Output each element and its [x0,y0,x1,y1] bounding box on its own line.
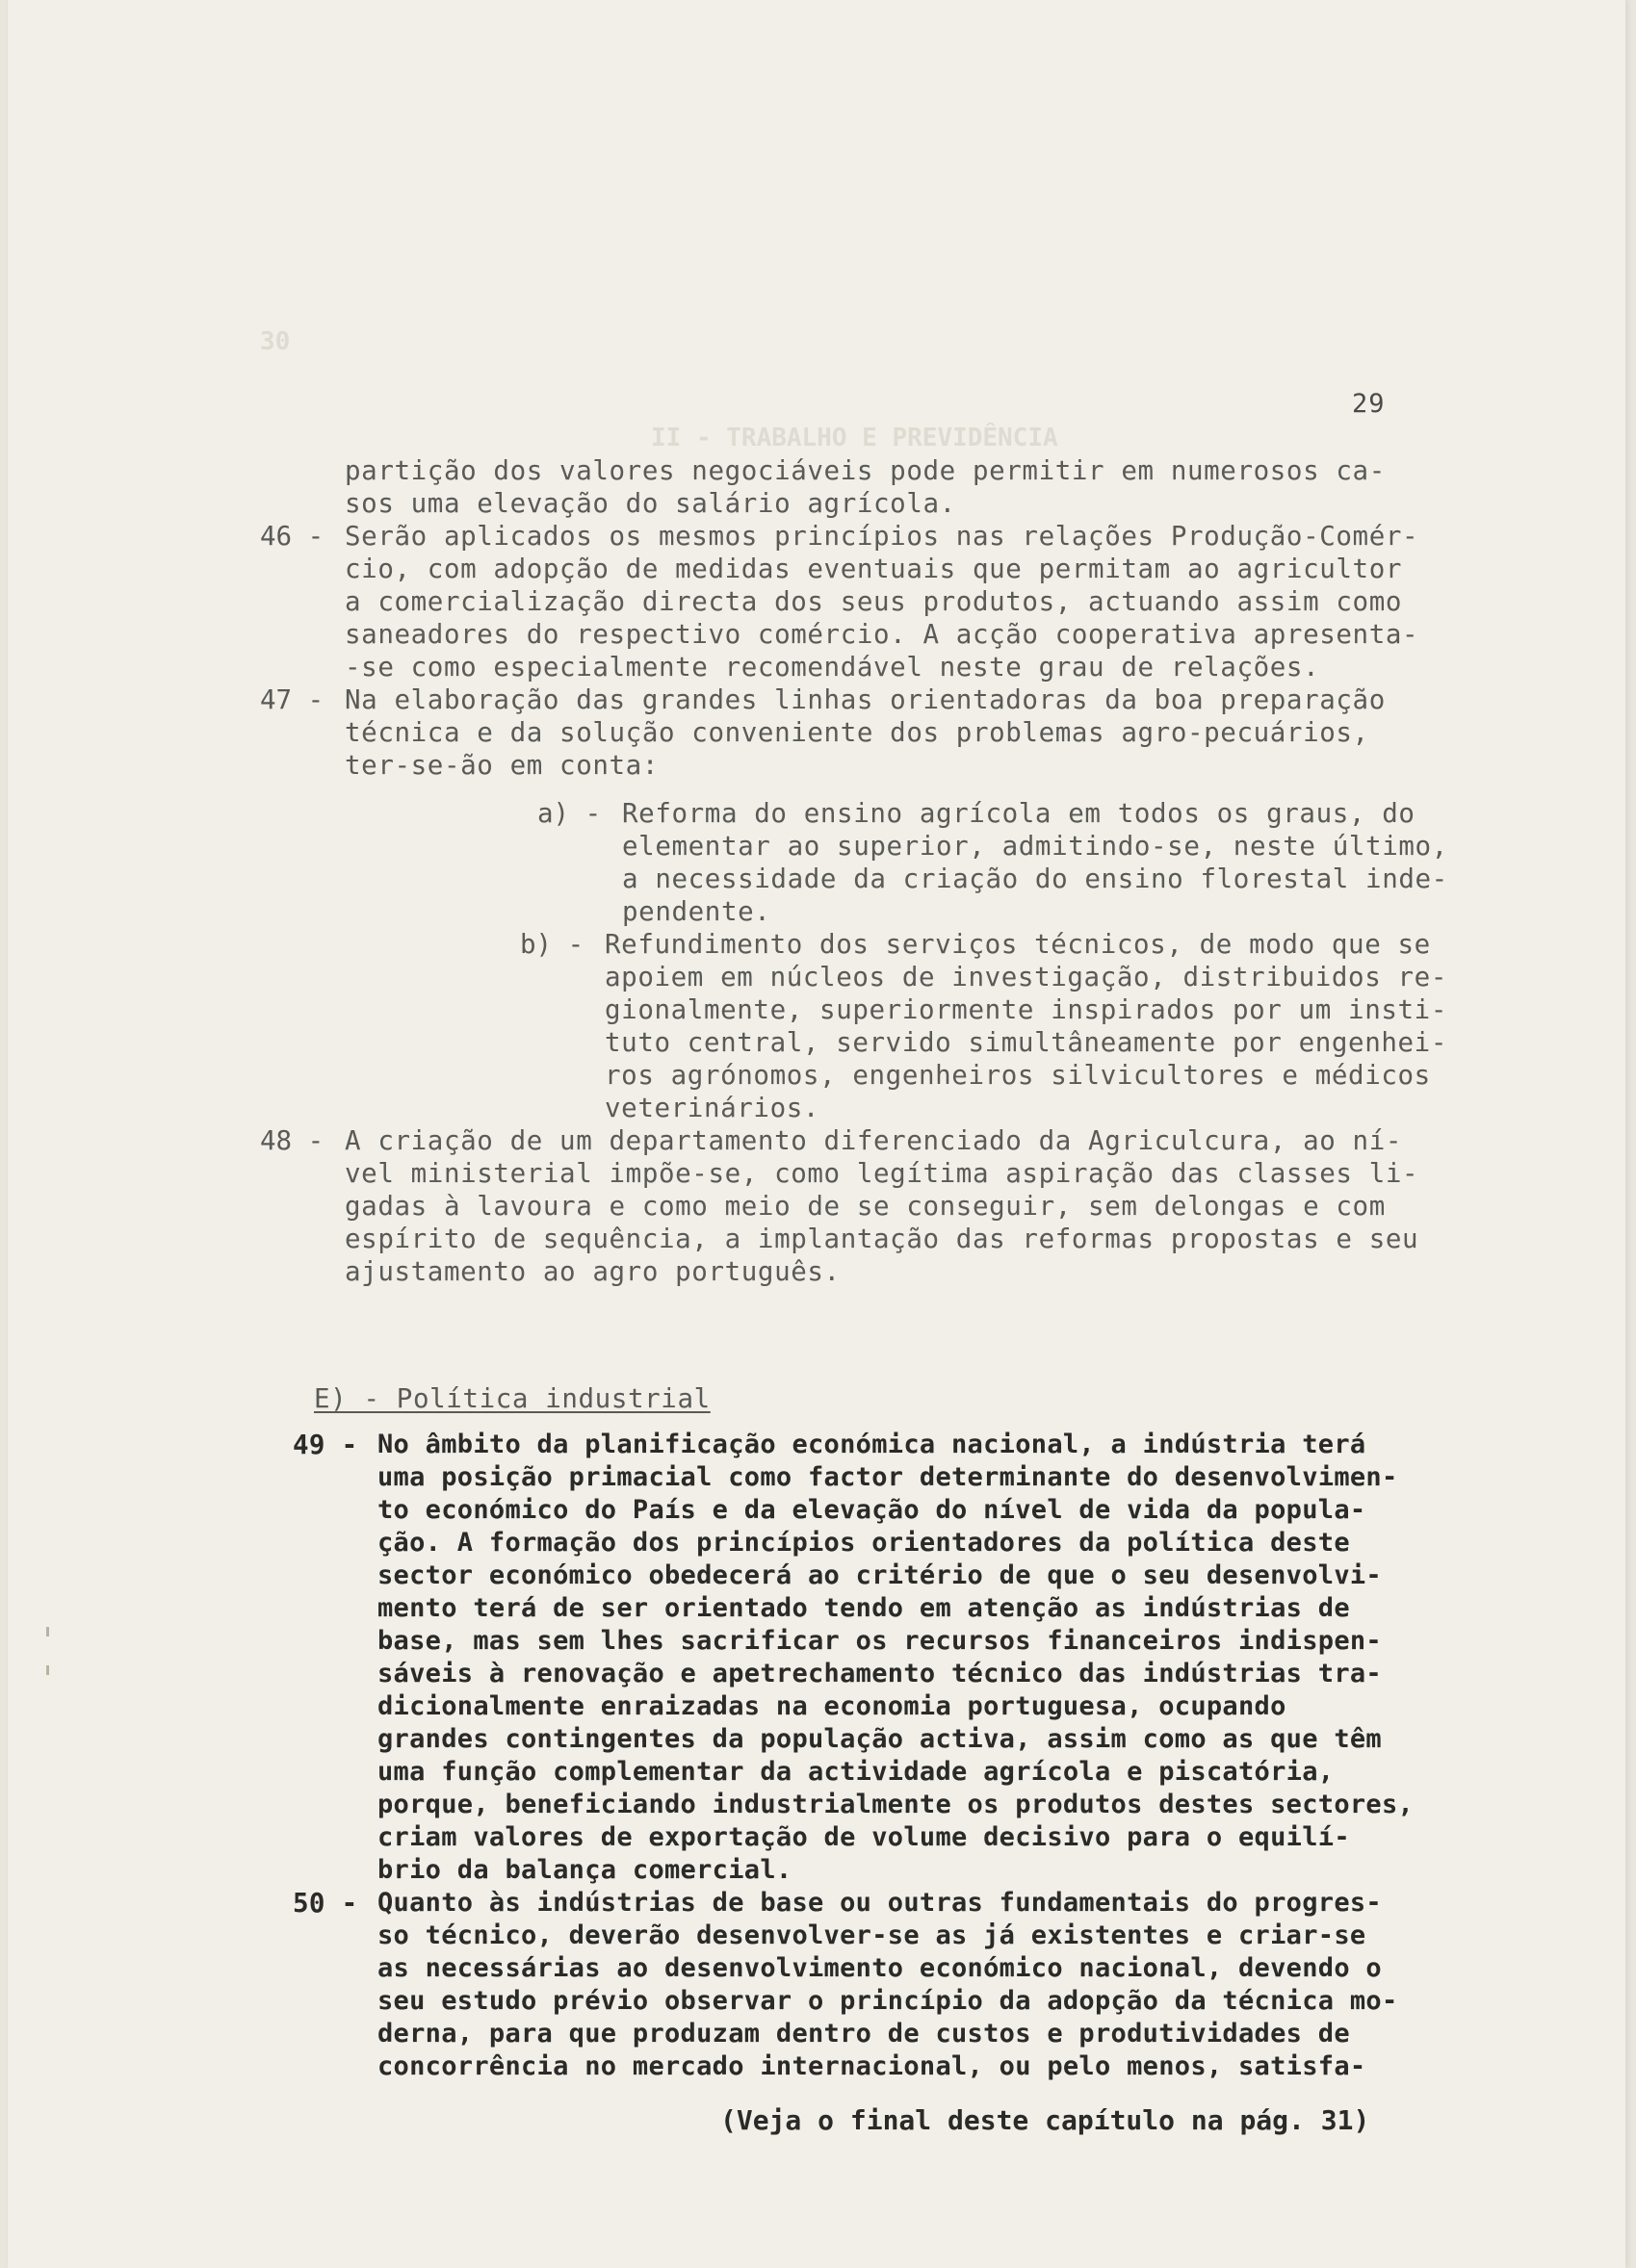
text-line: espírito de sequência, a implantação das reformas propostas e seu [345,1224,1419,1254]
item-number-47: 47 - [260,684,325,715]
text-line: grandes contingentes da população activa, assim como as que têm [377,1724,1382,1754]
text-line: Refundimento dos serviços técnicos, de modo que se [605,929,1431,960]
text-line: concorrência no mercado internacional, ou pelo menos, satisfa- [377,2051,1366,2081]
text-line: a necessidade da criação do ensino florestal inde- [622,863,1448,894]
text-line: base, mas sem lhes sacrificar os recursos financeiros indispen- [377,1626,1382,1656]
text-line [345,487,956,520]
text-line: ter-se-ão em conta: [345,750,659,781]
item-number-49: 49 - [293,1430,358,1460]
text-line: derna, para que produzam dentro de custos e produtividades de [377,2019,1350,2049]
text-line: as necessárias ao desenvolvimento económico nacional, devendo o [377,1953,1382,1983]
page-number: 29 [1352,389,1386,419]
text-line: uma função complementar da actividade agrícola e piscatória, [377,1757,1335,1787]
text-line: uma posição primacial como factor determinante do desenvolvimen- [377,1462,1398,1492]
text-line: brio da balança comercial. [377,1855,792,1885]
sub-item-label-a: a) - [537,798,602,829]
text-line: A criação de um departamento diferenciado da Agriculcura, ao ní- [345,1125,1403,1156]
sub-item-label-b: b) - [520,929,584,960]
item-number-48: 48 - [260,1125,325,1156]
text-line: mento terá de ser orientado tendo em atenção as indústrias de [377,1593,1350,1623]
text-line: Na elaboração das grandes linhas orientadoras da boa preparação [345,684,1386,715]
text-line: elementar ao superior, admitindo-se, neste último, [622,831,1448,862]
text-line: ção. A formação dos princípios orientadores da política deste [377,1528,1350,1558]
text-line: técnica e da solução conveniente dos problemas agro-pecuários, [345,717,1369,748]
text-line: ros agrónomos, engenheiros silvicultores e médicos [605,1060,1431,1091]
text-line: to económico do País e da elevação do nível de vida da popula- [377,1495,1366,1525]
text-line: criam valores de exportação de volume decisivo para o equilí- [377,1822,1350,1852]
text-line: gionalmente, superiormente inspirados por um insti- [605,994,1447,1025]
text-line: veterinários. [605,1093,820,1123]
item-number-50: 50 - [293,1888,358,1919]
text-line: porque, beneficiando industrialmente os produtos destes sectores, [377,1790,1415,1819]
binding-mark [46,1627,49,1637]
text-line: a comercialização directa dos seus produtos, actuando assim como [345,586,1403,617]
item-number-46: 46 - [260,521,325,552]
text-line: Quanto às indústrias de base ou outras fundamentais do progres- [377,1888,1382,1918]
text-line: partição dos valores negociáveis pode permitir em numerosos ca- [345,455,1386,486]
text-line: cio, com adopção de medidas eventuais que permitam ao agricultor [345,554,1403,584]
text-line: pendente. [622,896,771,927]
text-line: so técnico, deverão desenvolver-se as já existentes e criar-se [377,1920,1366,1950]
text-segment: sos uma elevação do salário agrícola. [345,488,956,519]
text-line: gadas à lavoura e como meio de se conseguir, sem delongas e com [345,1191,1386,1222]
text-line: saneadores do respectivo comércio. A acção cooperativa apresenta- [345,619,1419,650]
show-through-heading: II - TRABALHO E PREVIDÊNCIA [651,424,1058,452]
text-line: seu estudo prévio observar o princípio da adopção da técnica mo- [377,1986,1398,2016]
footer-note: (Veja o final deste capítulo na pág. 31) [720,2104,1370,2136]
text-line: -se como especialmente recomendável neste grau de relações. [345,652,1320,683]
text-line: dicionalmente enraizadas na economia portuguesa, ocupando [377,1691,1286,1721]
show-through-page-number: 30 [260,327,291,356]
text-line: vel ministerial impõe-se, como legítima aspiração das classes li- [345,1158,1419,1189]
binding-mark [46,1665,49,1675]
text-line: sáveis à renovação e apetrechamento técnico das indústrias tra- [377,1659,1382,1688]
text-line: ajustamento ao agro português. [345,1256,841,1287]
text-line: sector económico obedecerá ao critério de que o seu desenvolvi- [377,1560,1382,1590]
text-line: Serão aplicados os mesmos princípios nas relações Produção-Comér- [345,521,1419,552]
text-line: tuto central, servido simultâneamente por engenhei- [605,1027,1447,1058]
document-page [8,0,1625,2268]
text-line: apoiem em núcleos de investigação, distribuidos re- [605,962,1447,992]
text-line: Reforma do ensino agrícola em todos os graus, do [622,798,1415,829]
text-line: No âmbito da planificação económica nacional, a indústria terá [377,1430,1366,1459]
section-heading: E) - Política industrial [314,1383,711,1414]
